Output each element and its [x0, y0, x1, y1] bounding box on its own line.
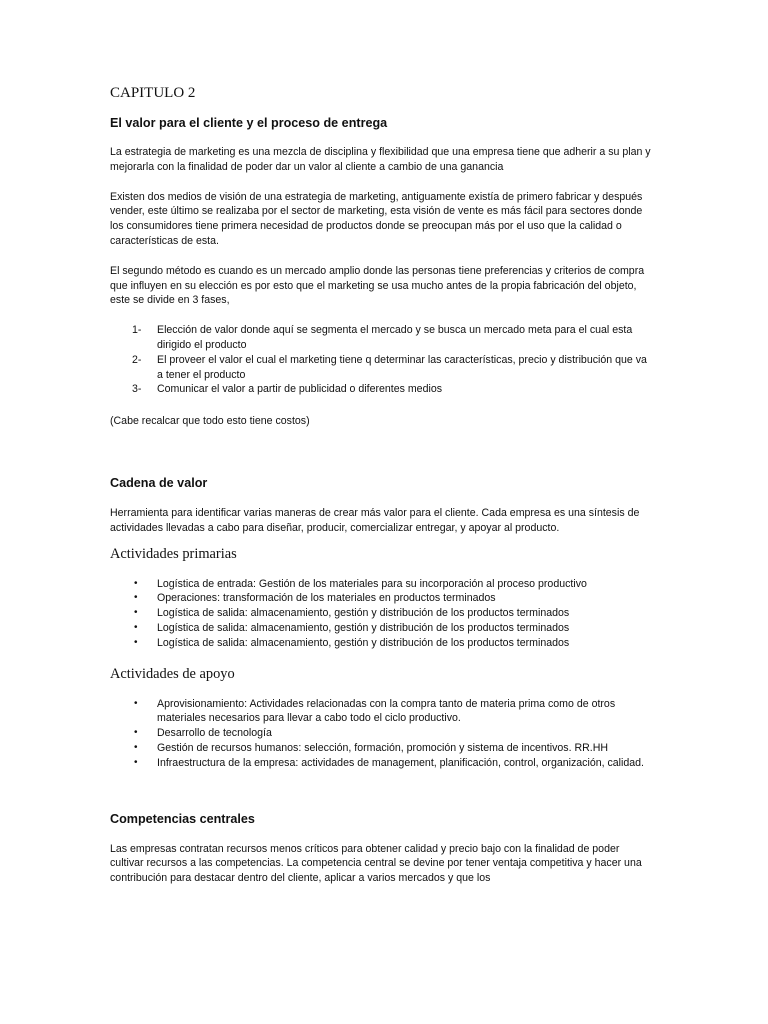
list-item-text: Logística de salida: almacenamiento, gestión y distribución de los productos terminados [157, 607, 570, 620]
list-item-text: Gestión de recursos humanos: selección, formación, promoción y sistema de incentivos. RR.HH [157, 741, 609, 754]
bullet-icon: • [134, 741, 138, 753]
list-number: 2- [132, 353, 142, 366]
list-item [110, 353, 655, 383]
note-costos: (Cabe recalcar que todo esto tiene costos) [110, 415, 310, 428]
list-item [110, 621, 655, 636]
bullet-list-apoyo [110, 697, 655, 771]
list-item [110, 697, 655, 727]
list-item-text: Aprovisionamiento: Actividades relacionadas con la compra tanto de materia prima como de otros materiales necesarios para llevar a cabo todo el ciclo productivo. [157, 697, 616, 725]
bullet-icon: • [134, 621, 138, 633]
paragraph-segundo-metodo: El segundo método es cuando es un mercado amplio donde las personas tiene preferencias y criterios de compra que influyen en su elección es por esto que el marketing se usa mucho antes de la propia fabricación del objeto, este se divide en 3 fases, [110, 264, 645, 307]
list-item-text: Desarrollo de tecnología [157, 727, 272, 740]
bullet-icon: • [134, 756, 138, 768]
bullet-icon: • [134, 577, 138, 589]
subheading-actividades-primarias: Actividades primarias [110, 545, 237, 562]
bullet-icon: • [134, 697, 138, 709]
section-heading-valor-cliente: El valor para el cliente y el proceso de entrega [110, 116, 388, 130]
list-item [110, 756, 655, 771]
list-item-text: Logística de salida: almacenamiento, gestión y distribución de los productos terminados [157, 621, 570, 634]
list-item [110, 726, 655, 741]
bullet-icon: • [134, 636, 138, 648]
chapter-title: CAPITULO 2 [110, 85, 196, 101]
list-item [110, 606, 655, 621]
list-item [110, 741, 655, 756]
document-page [110, 84, 655, 886]
list-item-text: Infraestructura de la empresa: actividades de management, planificación, control, organización, calidad. [157, 756, 644, 769]
list-item [110, 636, 655, 651]
paragraph-herramienta: Herramienta para identificar varias maneras de crear más valor para el cliente. Cada empresa es una síntesis de actividades llevadas a cabo para diseñar, producir, comercializar entregar, y apoyar al producto. [110, 506, 640, 534]
paragraph-estrategia: La estrategia de marketing es una mezcla de disciplina y flexibilidad que una empresa tiene que adherir a su plan y mejorarla con la finalidad de poder dar un valor al cliente a cambio de una ganancia [110, 146, 651, 173]
paragraph-competencias: Las empresas contratan recursos menos críticos para obtener calidad y precio bajo con la finalidad de poder cultivar recursos a las competencias. La competencia central se devine por tener ventaja competitiva y hacer una contribución para destacar dentro del cliente, aplicar a varios mercados y que los [110, 842, 642, 885]
section-heading-cadena-valor: Cadena de valor [110, 475, 208, 490]
list-item [110, 591, 655, 606]
numbered-list-fases [110, 323, 655, 397]
bullet-list-primarias [110, 577, 655, 651]
list-item [110, 577, 655, 592]
paragraph-medios-vision: Existen dos medios de visión de una estrategia de marketing, antiguamente existía de primero fabricar y después vender, este último se realizaba por el sector de marketing, esta visión de vente es más fácil para sectores donde los consumidores tiene primera necesidad de productos donde se preocupan más por el uso que la calidad o características de esta. [110, 190, 643, 247]
section-heading-competencias: Competencias centrales [110, 811, 255, 826]
list-item-text: Elección de valor donde aquí se segmenta el mercado y se busca un mercado meta para el cual esta dirigido el producto [157, 324, 633, 351]
list-item [110, 323, 655, 353]
bullet-icon: • [134, 727, 138, 739]
list-item-text: El proveer el valor el cual el marketing tiene q determinar las características, precio y distribución que va a tener el producto [157, 353, 647, 381]
list-number: 1- [132, 324, 142, 337]
subheading-actividades-apoyo: Actividades de apoyo [110, 665, 235, 682]
list-item [110, 382, 655, 397]
list-item-text: Logística de salida: almacenamiento, gestión y distribución de los productos terminados [157, 636, 570, 649]
list-item-text: Comunicar el valor a partir de publicidad o diferentes medios [157, 383, 443, 396]
list-number: 3- [132, 383, 142, 396]
bullet-icon: • [134, 607, 138, 619]
bullet-icon: • [134, 592, 138, 604]
list-item-text: Logística de entrada: Gestión de los materiales para su incorporación al proceso productivo [157, 577, 587, 590]
list-item-text: Operaciones: transformación de los materiales en productos terminados [157, 592, 496, 605]
